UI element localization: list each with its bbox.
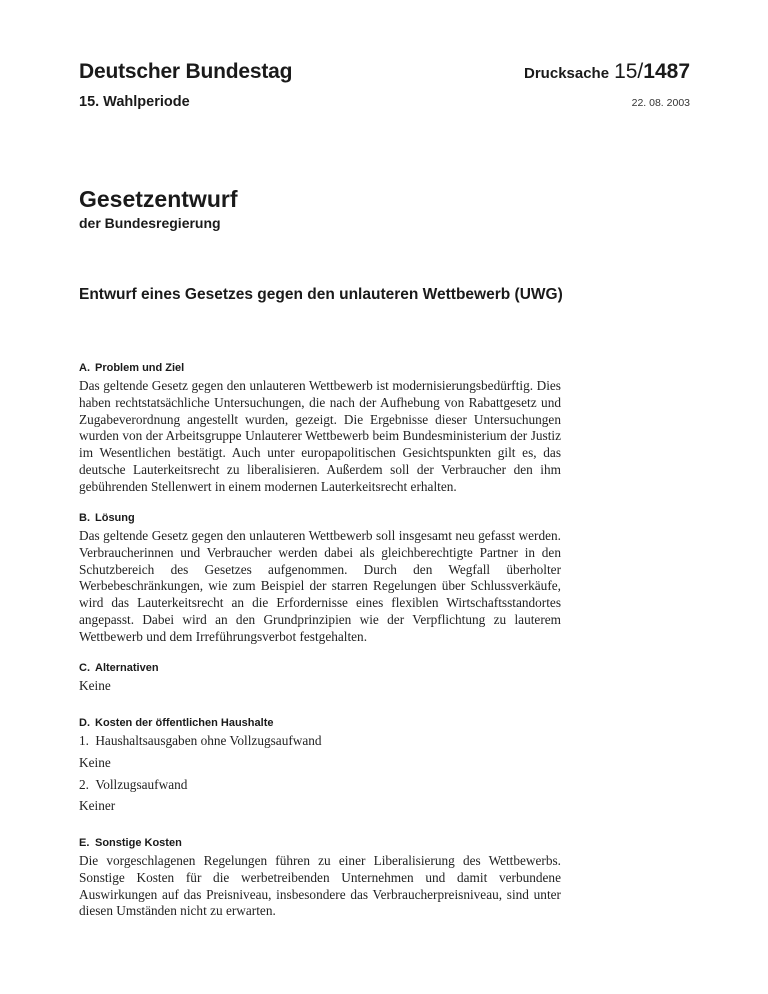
item-number: 1. <box>79 733 89 748</box>
document-reference <box>524 60 690 84</box>
section-title: Sonstige Kosten <box>95 837 182 849</box>
section-letter: B. <box>79 512 90 524</box>
document-label: Drucksache <box>524 65 610 82</box>
section-title: Kosten der öffentlichen Haushalte <box>95 717 274 729</box>
document-origin: der Bundesregierung <box>79 215 221 231</box>
document-title: Entwurf eines Gesetzes gegen den unlauteren Wettbewerb (UWG) <box>79 286 563 303</box>
section-alternativen <box>79 662 561 695</box>
section-heading <box>79 362 561 374</box>
section-body: Das geltende Gesetz gegen den unlauteren Wettbewerb ist modernisierungsbedürftig. Dies haben rechtstatsächliche Untersuchungen, die nach der Aufhebung von Rabattgesetz und Zugabeverordnung angestellt wurden, gezeigt. Die Ergebnisse dieser Untersuchungen wurden von der Arbeitsgruppe Unlauterer Wettbewerb beim Bundesministerium der Justiz im Wesentlichen bestätigt. Auch unter europapolitischen Gesichtspunkten gilt es, das deutsche Lauterkeitsrecht zu liberalisieren. Außerdem soll der Verbraucher den ihm gebührenden Stellenwert in einem modernen Lauterkeitsrecht erhalten. <box>79 378 561 494</box>
section-body: Die vorgeschlagenen Regelungen führen zu einer Liberalisierung des Wettbewerbs. Sonstige Kosten für die werbetreibenden Unternehmen und damit verbundene Auswirkungen auf das Preisniveau, insbesondere das Verbraucherpreisniveau, sind unter diesen Umständen nicht zu erwarten. <box>79 853 561 919</box>
organization-name: Deutscher Bundestag <box>79 60 293 83</box>
cost-item-value: Keiner <box>79 798 116 814</box>
section-letter: D. <box>79 717 90 729</box>
section-heading <box>79 662 561 674</box>
section-loesung <box>79 512 561 646</box>
document-number-prefix: 15/ <box>614 60 644 83</box>
section-letter: C. <box>79 662 90 674</box>
section-body: Keine <box>79 678 111 693</box>
item-number: 2. <box>79 776 89 792</box>
document-type: Gesetzentwurf <box>79 186 238 212</box>
section-letter: A. <box>79 362 90 374</box>
section-letter: E. <box>79 837 90 849</box>
section-body: Das geltende Gesetz gegen den unlauteren Wettbewerb soll insgesamt neu gefasst werden. Verbraucherinnen und Verbraucher werden dabei als gleichberechtigte Partner in den Schutzbereich des Gesetzes aufgenommen. Durch den Wegfall überholter Werbebeschränkungen, wie zum Beispiel der starren Regelungen über Schlussverkäufe, wird das Lauterkeitsrecht an die Erfordernisse eines flexiblen Wirtschaftsstandortes angepasst. Dabei wird an den Grundprinzipien wie der Verpflichtung zu lauterem Wettbewerb und dem Irreführungsverbot festgehalten. <box>79 528 561 644</box>
section-title: Problem und Ziel <box>95 362 185 374</box>
section-title: Lösung <box>95 512 135 524</box>
item-label: Haushaltsausgaben ohne Vollzugsaufwand <box>95 733 322 748</box>
item-label: Vollzugsaufwand <box>95 776 188 792</box>
section-kosten-haushalte <box>79 717 561 820</box>
section-title: Alternativen <box>95 662 159 674</box>
cost-item-label <box>79 733 561 750</box>
section-heading <box>79 837 561 849</box>
legislative-period: 15. Wahlperiode <box>79 94 190 110</box>
section-sonstige-kosten <box>79 837 561 920</box>
section-heading <box>79 717 561 729</box>
section-problem-und-ziel <box>79 362 561 496</box>
cost-item-label <box>79 777 561 794</box>
document-number: 1487 <box>643 60 690 83</box>
cost-item-value: Keine <box>79 754 111 770</box>
section-heading <box>79 512 561 524</box>
document-date: 22. 08. 2003 <box>631 97 690 109</box>
